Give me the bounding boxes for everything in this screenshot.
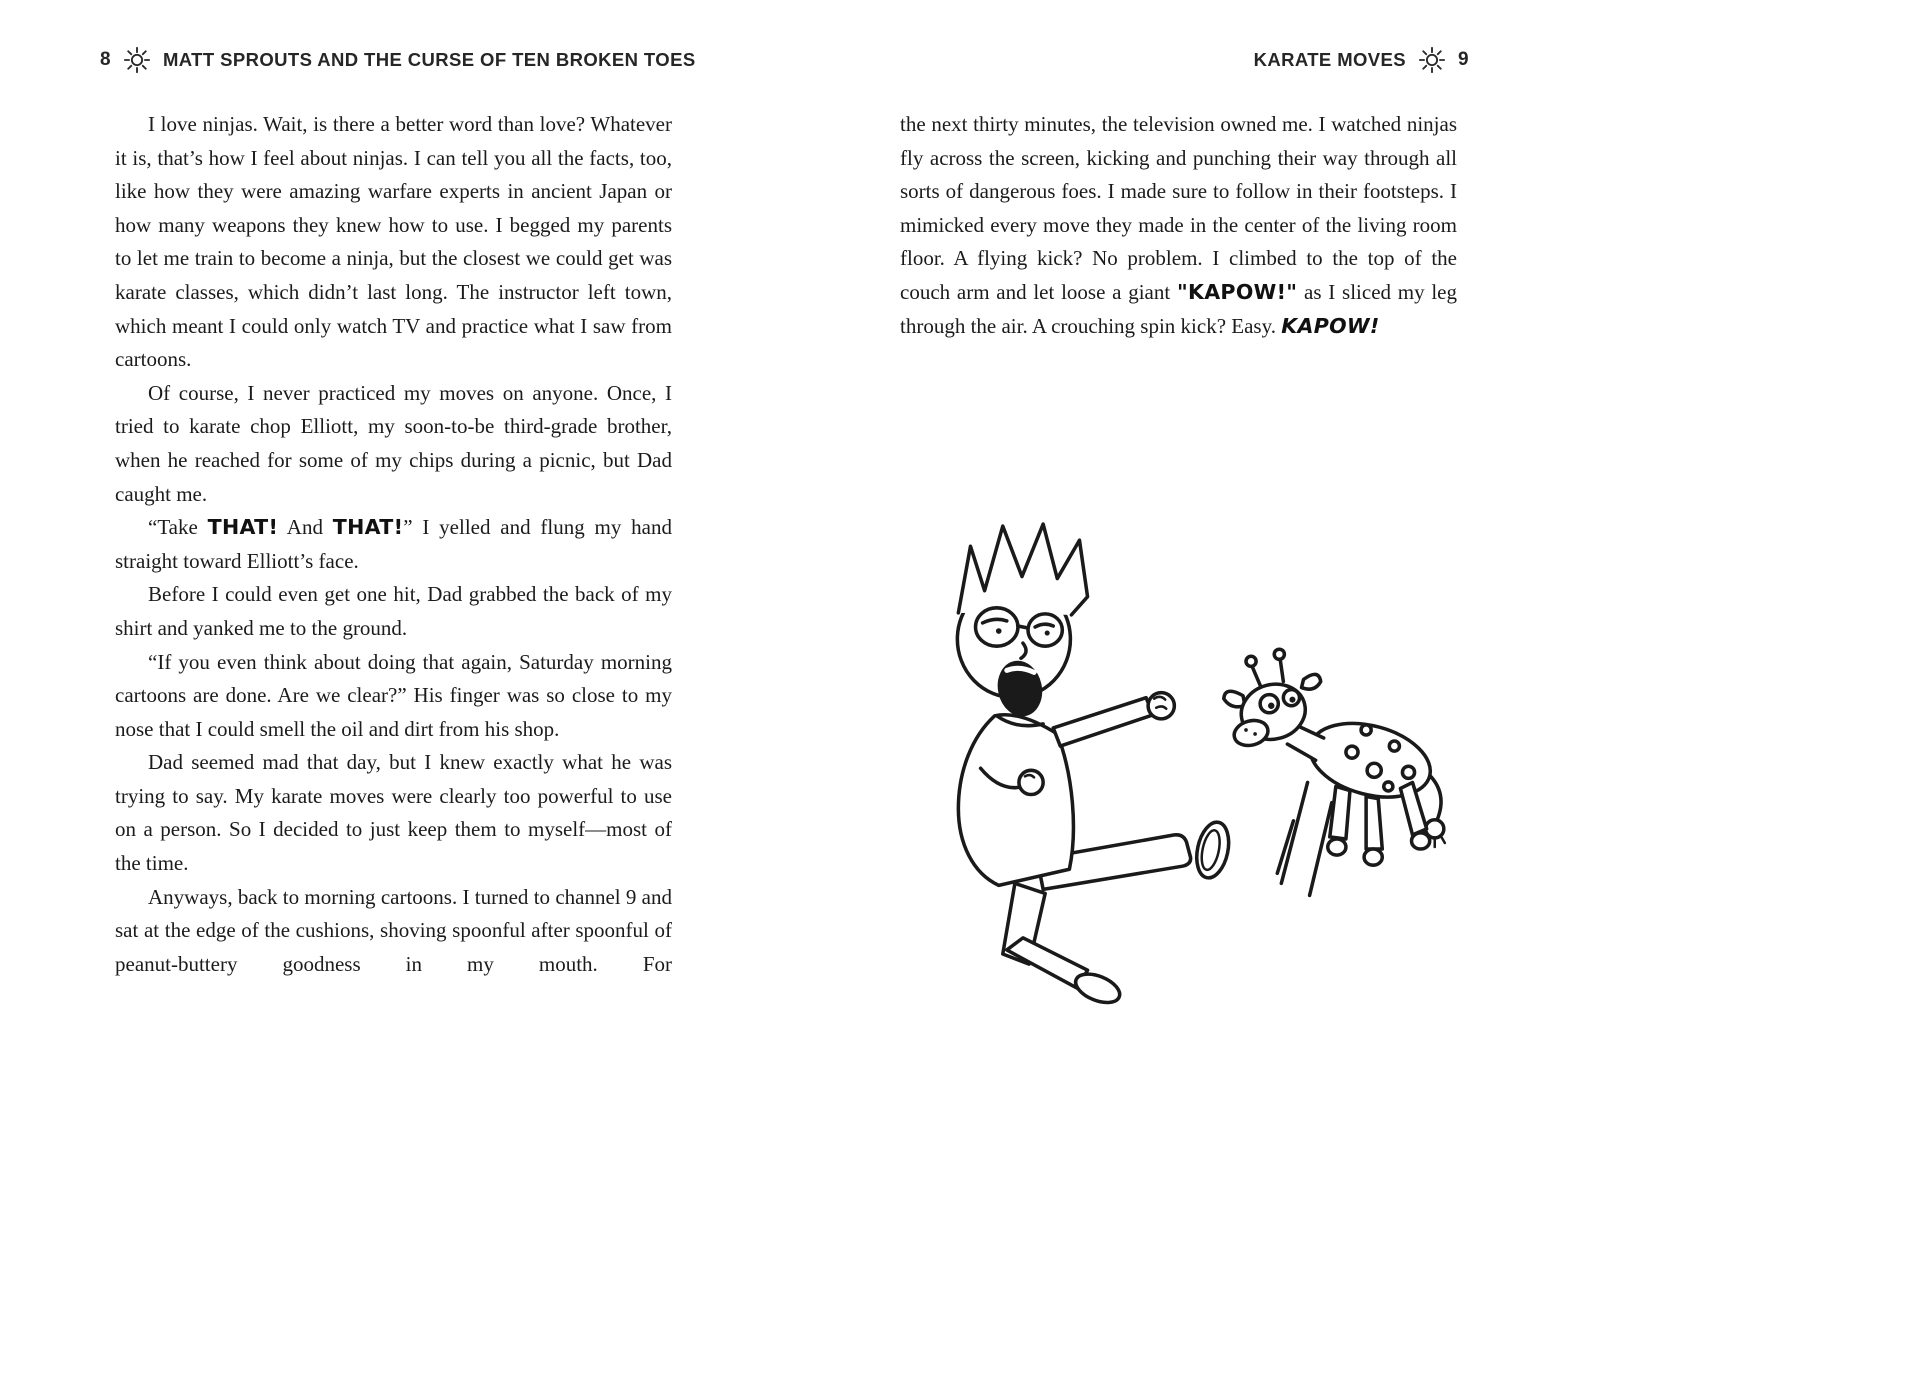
text-run: I love ninjas. Wait, is there a better word than love? Whatever it is, that’s how I feel about ninjas. I can tell you all the facts, too, like how they were amazing warfare experts in ancient Japan or how many weapons they knew how to use. I begged my parents to let me train to become a ninja, but the closest we could get was karate classes, which didn’t last long. The instructor left town, which meant I could only watch TV and practice what I saw from cartoons. [115, 112, 672, 372]
paragraph [115, 746, 672, 880]
paragraph [115, 881, 672, 982]
right-page-text [900, 108, 1457, 343]
shout-text: THAT! [332, 515, 404, 540]
left-page-number: 8 [100, 49, 111, 70]
giraffe-plush [1224, 649, 1445, 865]
motion-lines [1277, 782, 1332, 895]
illustration-boy-kicking-giraffe [918, 518, 1463, 1063]
right-running-header [1254, 46, 1469, 74]
shout-text: "KAPOW!" [1176, 279, 1298, 304]
left-header-title: MATT SPROUTS AND THE CURSE OF TEN BROKEN TOES [162, 49, 696, 70]
paragraph [115, 511, 672, 578]
sun-icon [123, 46, 151, 74]
paragraph [900, 108, 1457, 343]
paragraph [115, 578, 672, 645]
text-run: as I sliced my leg through the air. A crouching spin kick? Easy. [900, 279, 1457, 338]
shout-text: THAT! [207, 515, 279, 540]
left-running-header [100, 46, 696, 74]
paragraph [115, 377, 672, 511]
text-run: Anyways, back to morning cartoons. I turned to channel 9 and sat at the edge of the cushions, shoving spoonful after spoonful of peanut-buttery goodness in my mouth. For [115, 884, 672, 976]
shout-text: KAPOW! [1281, 313, 1380, 338]
text-run: Of course, I never practiced my moves on anyone. Once, I tried to karate chop Elliott, my soon-to-be third-grade brother, when he reached for some of my chips during a picnic, but Dad caught me. [115, 380, 672, 506]
left-page-text [115, 108, 672, 981]
text-run: Dad seemed mad that day, but I knew exactly what he was trying to say. My karate moves were clearly too powerful to use on a person. So I decided to just keep them to myself—most of the time. [115, 750, 672, 876]
sun-icon [1418, 46, 1446, 74]
paragraph [115, 108, 672, 377]
text-run: Before I could even get one hit, Dad grabbed the back of my shirt and yanked me to the ground. [115, 582, 672, 640]
text-run: ” I yelled and flung my hand straight toward Elliott’s face. [115, 515, 672, 573]
text-run: the next thirty minutes, the television owned me. I watched ninjas fly across the screen, kicking and punching their way through all sorts of dangerous foes. I made sure to follow in their footsteps. I mimicked every move they made in the center of the living room floor. A flying kick? No problem. I climbed to the top of the couch arm and let loose a giant [900, 112, 1457, 304]
text-run: And [278, 515, 333, 540]
right-page-number: 9 [1458, 49, 1469, 70]
text-run: “If you even think about doing that again, Saturday morning cartoons are done. Are we clear?” His finger was so close to my nose that I could smell the oil and dirt from his shop. [115, 649, 672, 741]
right-header-title: KARATE MOVES [1253, 49, 1407, 70]
paragraph [115, 646, 672, 747]
text-run: “Take [148, 515, 208, 540]
boy-kicking [957, 524, 1233, 1008]
